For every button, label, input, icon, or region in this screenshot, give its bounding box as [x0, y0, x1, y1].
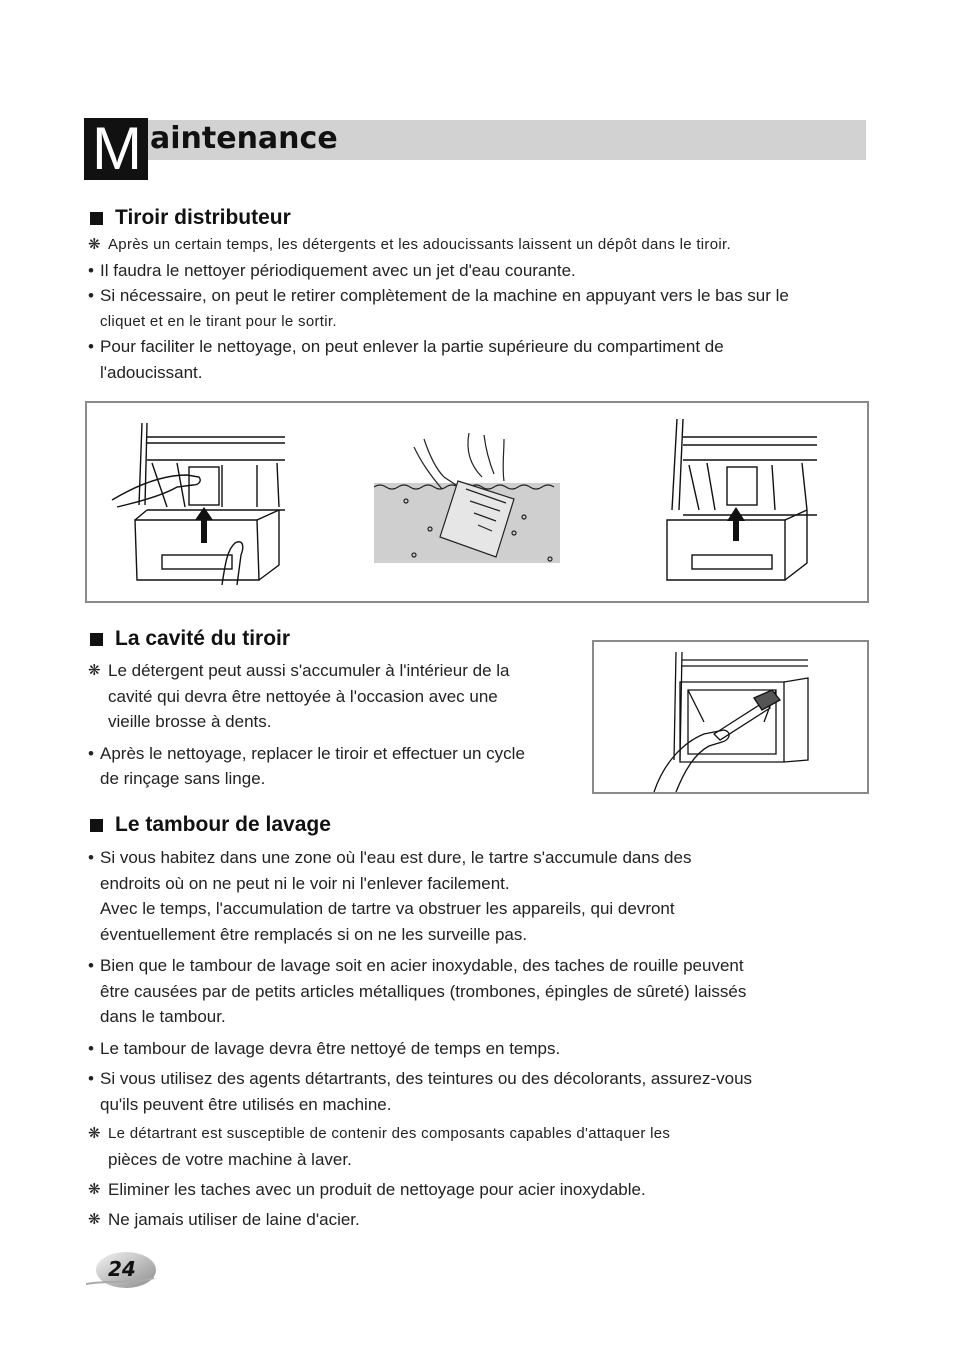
list-item: • Bien que le tambour de lavage soit en acier inoxydable, des taches de rouille peuvent: [88, 953, 752, 979]
note-line: ❋ Eliminer les taches avec un produit de nettoyage pour acier inoxydable.: [88, 1177, 752, 1203]
list-item: • Il faudra le nettoyer périodiquement avec un jet d'eau courante.: [88, 258, 789, 284]
section-heading-tiroir: Tiroir distributeur: [90, 206, 291, 230]
list-item-continued: Avec le temps, l'accumulation de tartre va obstruer les appareils, qui devront: [100, 899, 675, 918]
bullet-icon: •: [88, 956, 94, 975]
drawer-reinsert-illustration: [647, 415, 847, 593]
drawer-rinse-illustration: [374, 429, 562, 565]
square-bullet-icon: [90, 633, 103, 646]
list-item-continued: l'adoucissant.: [100, 362, 203, 382]
section3-bullets: [88, 845, 752, 1232]
section2-text: [88, 658, 525, 792]
bullet-icon: •: [88, 260, 94, 280]
list-item: • Après le nettoyage, replacer le tiroir et effectuer un cycle: [88, 741, 525, 767]
list-item: • Si vous utilisez des agents détartrants, des teintures ou des décolorants, assurez-vous: [88, 1066, 752, 1092]
asterisk-icon: ❋: [88, 1210, 101, 1228]
bullet-icon: •: [88, 848, 94, 867]
section1-text: [88, 232, 789, 385]
page-title-banner: [84, 115, 868, 182]
square-bullet-icon: [90, 212, 103, 225]
list-item-continued: être causées par de petits articles métalliques (trombones, épingles de sûreté) laissés: [100, 981, 747, 1001]
note-line: ❋ Après un certain temps, les détergents et les adoucissants laissent un dépôt dans le tiroir.: [88, 232, 789, 258]
asterisk-icon: ❋: [88, 236, 101, 253]
section-heading-tambour: Le tambour de lavage: [90, 813, 331, 837]
note-line: ❋ Le détartrant est susceptible de contenir des composants capables d'attaquer les: [88, 1121, 752, 1147]
bullet-icon: •: [88, 337, 94, 356]
asterisk-icon: ❋: [88, 662, 101, 679]
list-item-continued: de rinçage sans linge.: [100, 769, 266, 788]
bullet-icon: •: [88, 1038, 94, 1058]
list-item-continued: endroits où on ne peut ni le voir ni l'enlever facilement.: [100, 873, 510, 893]
list-item-continued: qu'ils peuvent être utilisés en machine.: [100, 1094, 392, 1114]
cavity-cleaning-illustration: [592, 640, 869, 794]
list-item: • Si nécessaire, on peut le retirer complètement de la machine en appuyant vers le bas sur le: [88, 283, 789, 309]
asterisk-icon: ❋: [88, 1181, 101, 1198]
list-item-continued: éventuellement être remplacés si on ne les surveille pas.: [100, 924, 528, 944]
note-line-continued: pièces de votre machine à laver.: [108, 1149, 352, 1169]
note-line-continued: vieille brosse à dents.: [108, 712, 272, 731]
note-line-continued: cavité qui devra être nettoyée à l'occasion avec une: [108, 686, 498, 706]
bullet-icon: •: [88, 286, 94, 305]
drawer-press-illustration: [107, 415, 307, 593]
asterisk-icon: ❋: [88, 1125, 101, 1142]
list-item: • Pour faciliter le nettoyage, on peut enlever la partie supérieure du compartiment de: [88, 334, 789, 360]
page-number-badge: [86, 1250, 156, 1290]
section-heading-cavite: La cavité du tiroir: [90, 627, 290, 651]
square-bullet-icon: [90, 819, 103, 832]
bullet-icon: •: [88, 743, 94, 763]
list-item: • Si vous habitez dans une zone où l'eau est dure, le tartre s'accumule dans des: [88, 845, 752, 871]
list-item-continued: cliquet et en le tirant pour le sortir.: [100, 312, 337, 330]
bullet-icon: •: [88, 1069, 94, 1088]
page-title: aintenance: [150, 121, 338, 156]
page-number: 24: [108, 1257, 136, 1281]
drawer-removal-illustrations: [85, 401, 869, 603]
note-line: ❋ Le détergent peut aussi s'accumuler à l'intérieur de la: [88, 658, 525, 684]
list-item-continued: dans le tambour.: [100, 1007, 226, 1026]
list-item: • Le tambour de lavage devra être nettoyé de temps en temps.: [88, 1036, 752, 1062]
title-initial: M: [84, 118, 148, 180]
note-line: ❋ Ne jamais utiliser de laine d'acier.: [88, 1207, 752, 1233]
